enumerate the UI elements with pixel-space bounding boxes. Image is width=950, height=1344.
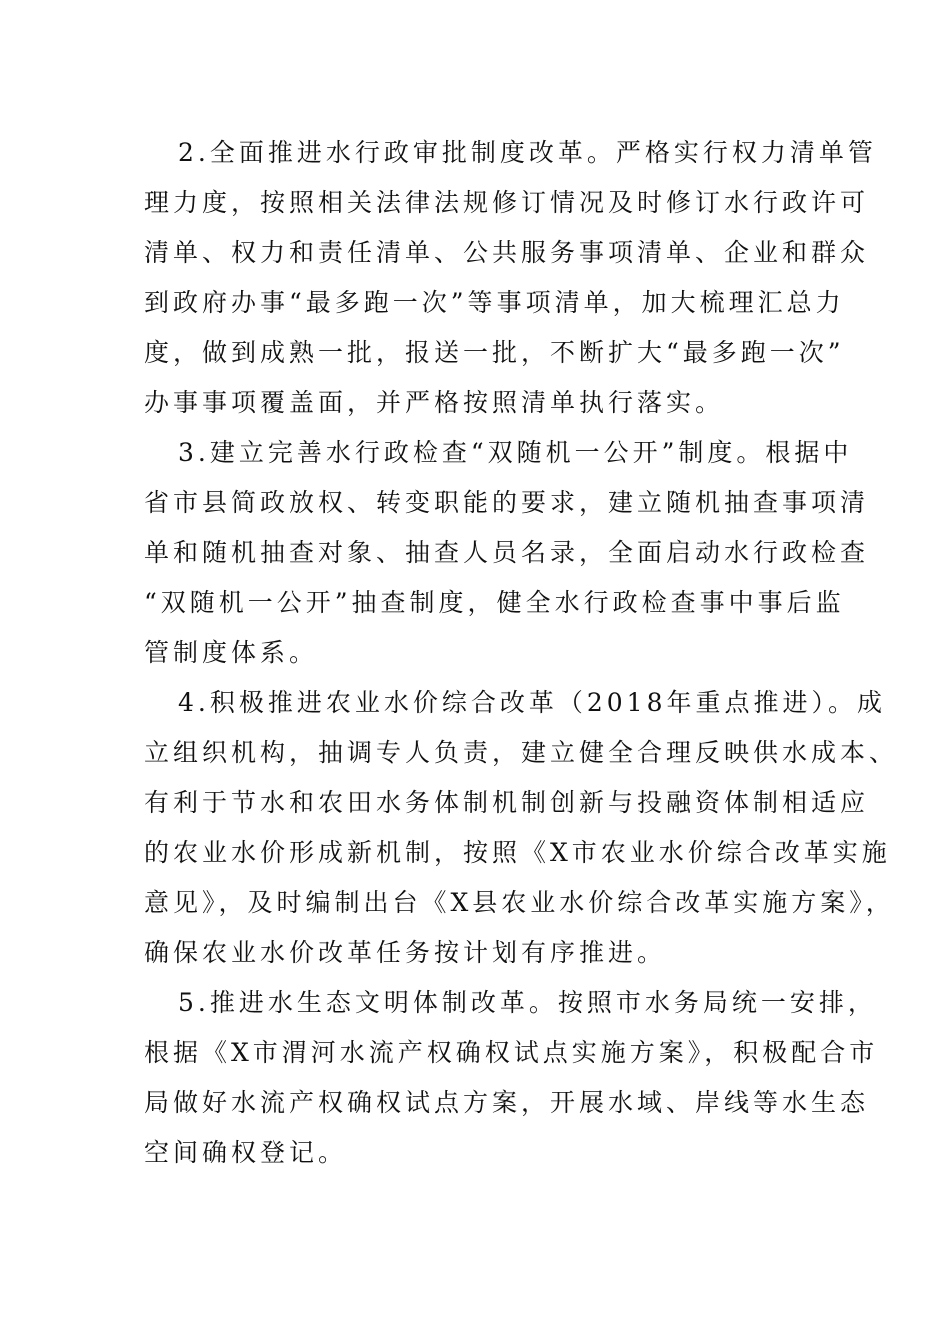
text-line: 立组织机构，抽调专人负责，建立健全合理反映供水成本、: [144, 738, 899, 767]
text-line: 办事事项覆盖面，并严格按照清单执行落实。: [144, 388, 725, 417]
text-line: 度，做到成熟一批，报送一批，不断扩大“最多跑一次”: [144, 338, 845, 367]
text-line: 空间确权登记。: [144, 1138, 348, 1167]
text-line: 管制度体系。: [144, 638, 319, 667]
paragraph-water-price-reform: [144, 678, 899, 978]
text-line: 清单、权力和责任清单、公共服务事项清单、企业和群众: [144, 238, 870, 267]
text-line: 有利于节水和农田水务体制机制创新与投融资体制相适应: [144, 788, 870, 817]
paragraph-inspection-system: [144, 428, 870, 678]
text-line: “双随机一公开”抽查制度，健全水行政检查事中事后监: [144, 588, 845, 617]
paragraph-ecology-reform: [144, 978, 879, 1178]
text-line: 确保农业水价改革任务按计划有序推进。: [144, 938, 667, 967]
text-line: 单和随机抽查对象、抽查人员名录，全面启动水行政检查: [144, 538, 870, 567]
text-line: 的农业水价形成新机制，按照《X市农业水价综合改革实施: [144, 838, 891, 867]
text-line: 4.积极推进农业水价综合改革（2018年重点推进）。成: [178, 688, 886, 717]
text-line: 3.建立完善水行政检查“双随机一公开”制度。根据中: [178, 438, 853, 467]
text-line: 5.推进水生态文明体制改革。按照市水务局统一安排，: [178, 988, 877, 1017]
text-line: 省市县简政放权、转变职能的要求，建立随机抽查事项清: [144, 488, 870, 517]
text-line: 理力度，按照相关法律法规修订情况及时修订水行政许可: [144, 188, 870, 217]
document-body: [144, 128, 899, 1178]
paragraph-approval-reform: [144, 128, 877, 428]
text-line: 到政府办事“最多跑一次”等事项清单，加大梳理汇总力: [144, 288, 845, 317]
text-line: 2.全面推进水行政审批制度改革。严格实行权力清单管: [178, 138, 877, 167]
text-line: 局做好水流产权确权试点方案，开展水域、岸线等水生态: [144, 1088, 870, 1117]
text-line: 意见》，及时编制出台《X县农业水价综合改革实施方案》，: [144, 888, 895, 917]
text-line: 根据《X市渭河水流产权确权试点实施方案》，积极配合市: [144, 1038, 879, 1067]
